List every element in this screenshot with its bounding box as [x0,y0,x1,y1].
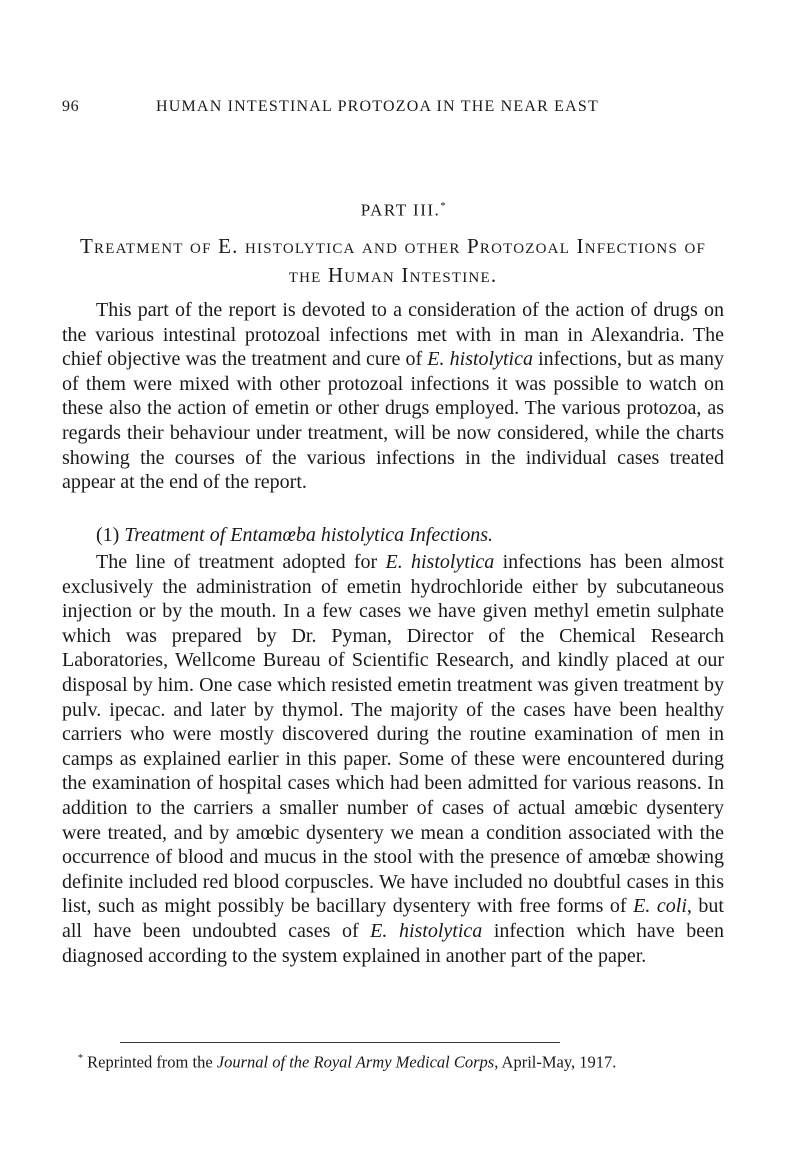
footnote-divider [120,1042,560,1043]
part-title [0,200,800,221]
part-title-text: PART III. [360,200,441,220]
subsection-number: (1) [96,524,125,546]
text-span: infections, but as many of them were mixed with other protozoal infections it was possible to watch on these also the action of emetin or other drugs employed. The various protozoa, as regards their behaviour under treatment, will be now considered, while the charts showing the courses of the various infections in the individual cases treated appear at the end of the report. [62,348,724,494]
text-span: The line of treatment adopted for [96,551,386,573]
page-number: 96 [62,98,80,115]
species-name: E. histolytica [385,551,495,573]
species-name: E. histolytica [427,348,533,371]
subsection-title: Treatment of Entamœba histolytica Infections. [124,524,493,546]
footnote [78,1048,738,1074]
footnote-marker: * [78,1053,83,1064]
species-name: E. coli [633,895,687,918]
section-heading: Treatment of E. histolytica and other Protozoal Infections of the Human Intestine. [79,234,707,287]
footnote-text: Reprinted from the [83,1052,217,1072]
part-footnote-marker: * [440,200,448,212]
paragraph-intro [62,298,724,495]
subsection-heading [62,523,724,548]
text-span: This part of the report is devoted to a consideration of the action of drugs on the various intestinal protozoal infections met with in man in Alexandria. The chief objective was the treatment and cure of [62,299,724,371]
paragraph-treatment [62,550,724,968]
text-span: , but all have been undoubted cases of [62,895,724,942]
running-title: HUMAN INTESTINAL PROTOZOA IN THE NEAR EAST [156,98,599,115]
text-span: infection which have been diagnosed according to the system explained in another part of the paper. [62,919,724,967]
footnote-text: , April-May, 1917. [494,1052,617,1072]
species-name: E. histolytica [370,919,483,942]
running-header [62,98,724,122]
journal-title: Journal of the Royal Army Medical Corps [216,1052,495,1072]
text-span: infections has been almost exclusively the administration of emetin hydrochloride either by subcutaneous injection or by the mouth. In a few cases we have given methyl emetin sulphate which was prepared by Dr. Pyman, Director of the Chemical Research Laboratories, Wellcome Bureau of Scientific Research, and kindly placed at our disposal by him. One case which resisted emetin treatment was given treatment by pulv. ipecac. and later by thymol. The majority of the cases have been healthy carriers who were mostly discovered during the routine examination of men in camps as explained earlier in this paper. Some of these were encountered during the examination of hospital cases which had been admitted for various reasons. In addition to the carriers a smaller number of cases of actual amœbic dysentery were treated, and by amœbic dysentery we mean a condition associated with the occurrence of blood and mucus in the stool with the presence of amœbæ showing definite included red blood corpuscles. We have included no doubtful cases in this list, such as might possibly be bacillary dysentery with free forms of [62,551,724,918]
